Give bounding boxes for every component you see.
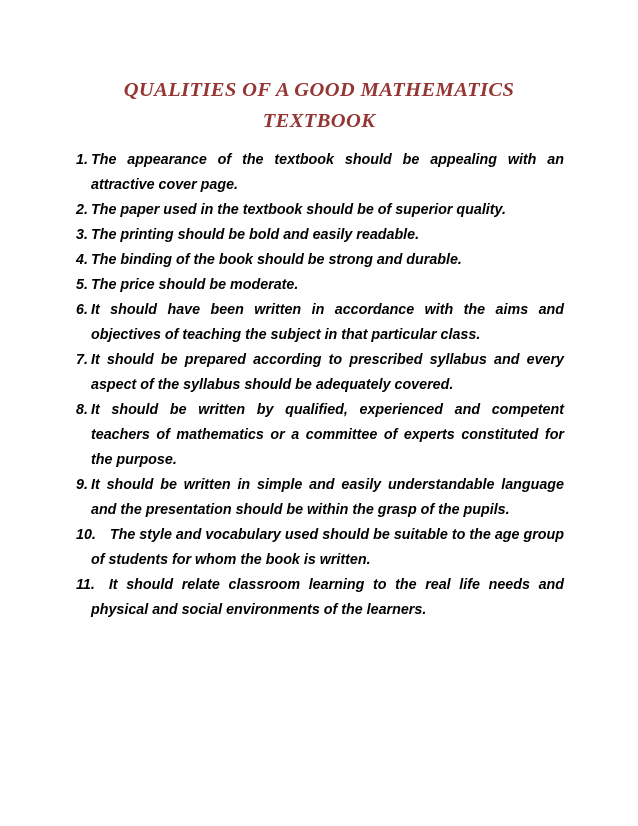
item-number: 5.: [76, 277, 88, 293]
list-item: [76, 248, 564, 273]
item-text: It should relate classroom learning to the real life needs and physical and social environments of the learners.: [91, 577, 564, 618]
list-item: [76, 398, 564, 473]
list-item: [76, 573, 564, 623]
item-number: 7.: [76, 352, 88, 368]
page-title: QUALITIES OF A GOOD MATHEMATICS: [123, 79, 515, 101]
list-item: [76, 473, 564, 523]
item-text: It should have been written in accordance with the aims and objectives of teaching the subject in that particular class.: [91, 302, 564, 343]
item-text: The price should be moderate.: [91, 277, 299, 293]
item-text: The printing should be bold and easily readable.: [91, 227, 420, 243]
list-item: [76, 148, 564, 198]
item-number: 9.: [76, 477, 88, 493]
item-number: 1.: [76, 152, 88, 168]
item-number: 11.: [76, 577, 95, 593]
item-number: 3.: [76, 227, 88, 243]
page-title-continued: TEXTBOOK: [262, 110, 376, 132]
list-item: [76, 223, 564, 248]
qualities-list: [76, 148, 564, 623]
list-item: [76, 523, 564, 573]
item-text: It should be written by qualified, experienced and competent teachers of mathematics or a committee of experts constituted for the purpose.: [91, 402, 564, 468]
list-item: [76, 273, 564, 298]
item-text: It should be prepared according to prescribed syllabus and every aspect of the syllabus should be adequately covered.: [91, 352, 564, 393]
item-text: The style and vocabulary used should be suitable to the age group of students for whom the book is written.: [91, 527, 564, 568]
item-text: The appearance of the textbook should be appealing with an attractive cover page.: [91, 152, 564, 193]
item-number: 8.: [76, 402, 88, 418]
item-text: The binding of the book should be strong and durable.: [91, 252, 462, 268]
list-item: [76, 298, 564, 348]
item-number: 2.: [76, 202, 88, 218]
item-text: The paper used in the textbook should be of superior quality.: [91, 202, 506, 218]
list-item: [76, 198, 564, 223]
item-text: It should be written in simple and easily understandable language and the presentation should be within the grasp of the pupils.: [91, 477, 564, 518]
item-number: 10.: [76, 527, 96, 543]
item-number: 6.: [76, 302, 88, 318]
list-item: [76, 348, 564, 398]
item-number: 4.: [76, 252, 88, 268]
